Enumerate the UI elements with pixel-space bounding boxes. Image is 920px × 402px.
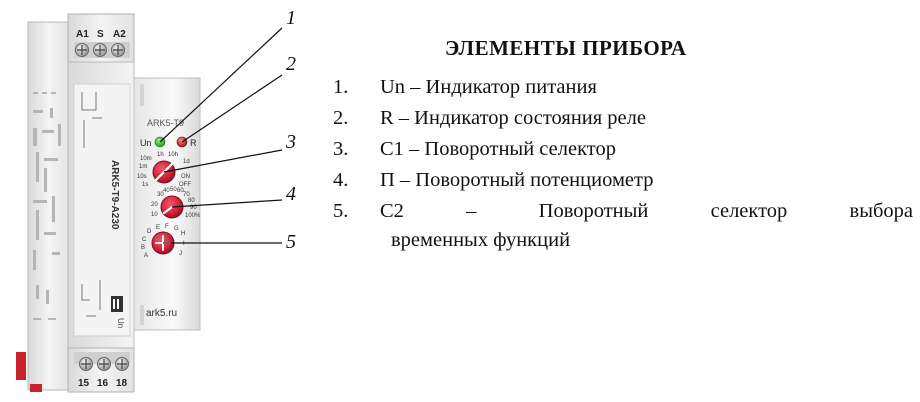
device-side-body [28,22,70,390]
c2-mark: I [183,241,185,247]
c2-mark: A [144,253,149,259]
legend-text: C2 – Поворотный селектор выбора [380,200,913,222]
legend-number: 5. [333,200,349,222]
front-window-bottom [140,305,144,325]
c2-mark: F [165,224,169,230]
pot-mark: 20 [151,202,158,208]
legend-text: R – Индикатор состояния реле [380,107,646,129]
c2-mark: B [141,245,146,251]
legend-item-4 [333,165,913,196]
c2-mark: D [147,229,152,235]
pot-mark: 10 [151,212,158,218]
bottom-screws [80,358,129,371]
legend-item-5 [333,196,913,227]
c2-mark: J [179,251,182,257]
c1-mark: 10h [168,152,179,158]
c1-mark: 1h [157,152,164,158]
pot-mark: 70 [183,192,190,198]
side-model-label: ARK5-T9-A230 [109,160,120,230]
side-un-label: Un [116,318,125,329]
legend-number: 1. [333,76,349,98]
pot-mark: 50 [170,187,177,193]
callout-number-5: 5 [286,231,296,253]
legend-item-2 [333,103,913,134]
legend-list [333,72,913,227]
top-screws [76,44,125,57]
c2-mark: E [156,225,161,231]
terminal-label-15: 15 [78,378,90,389]
front-window [140,84,144,106]
c1-mark: 1d [183,159,190,165]
c1-mark: ON [181,174,190,180]
legend-title: ЭЛЕМЕНТЫ ПРИБОРА [445,36,687,60]
legend-item-1 [333,72,913,103]
legend-number: 4. [333,169,349,191]
callout-number-3: 3 [286,131,296,153]
r-led-label: R [190,138,197,148]
din-clip-right [30,384,42,392]
legend-item-3 [333,134,913,165]
terminal-label-a2: A2 [113,29,126,40]
c1-mark: 10s [137,174,147,180]
pot-mark: 100% [185,213,201,219]
pot-mark: 90 [190,205,197,211]
terminal-label-18: 18 [116,378,128,389]
legend-number: 3. [333,138,349,160]
pot-mark: 40 [163,188,170,194]
legend-item-5-continuation: временных функций [391,229,571,251]
pot-mark: 80 [188,198,195,204]
terminal-label-a1: A1 [76,29,89,40]
side-logo [111,296,123,312]
legend-text: П – Поворотный потенциометр [380,169,654,191]
c2-mark: H [181,231,186,237]
c2-mark: C [142,237,147,243]
callout-number-1: 1 [286,7,296,29]
elements-legend [333,36,913,253]
pot-mark: 60 [177,188,184,194]
terminal-label-s: S [97,29,104,40]
c1-mark: 10m [140,156,152,162]
c1-mark: 1m [139,164,148,170]
pot-mark: 30 [157,192,164,198]
c2-mark: G [174,226,179,232]
din-clip [16,352,26,380]
legend-text: Un – Индикатор питания [380,76,597,98]
legend-number: 2. [333,107,349,129]
legend-text: C1 – Поворотный селектор [380,138,616,160]
terminal-label-16: 16 [97,378,109,389]
callout-number-2: 2 [286,53,296,75]
website-label: ark5.ru [146,308,178,319]
callout-number-4: 4 [286,183,296,205]
front-model-label: ARK5-T9 [147,118,185,128]
un-led-label: Un [140,138,152,148]
c1-mark: OFF [179,182,191,188]
c1-mark: 1s [142,182,149,188]
